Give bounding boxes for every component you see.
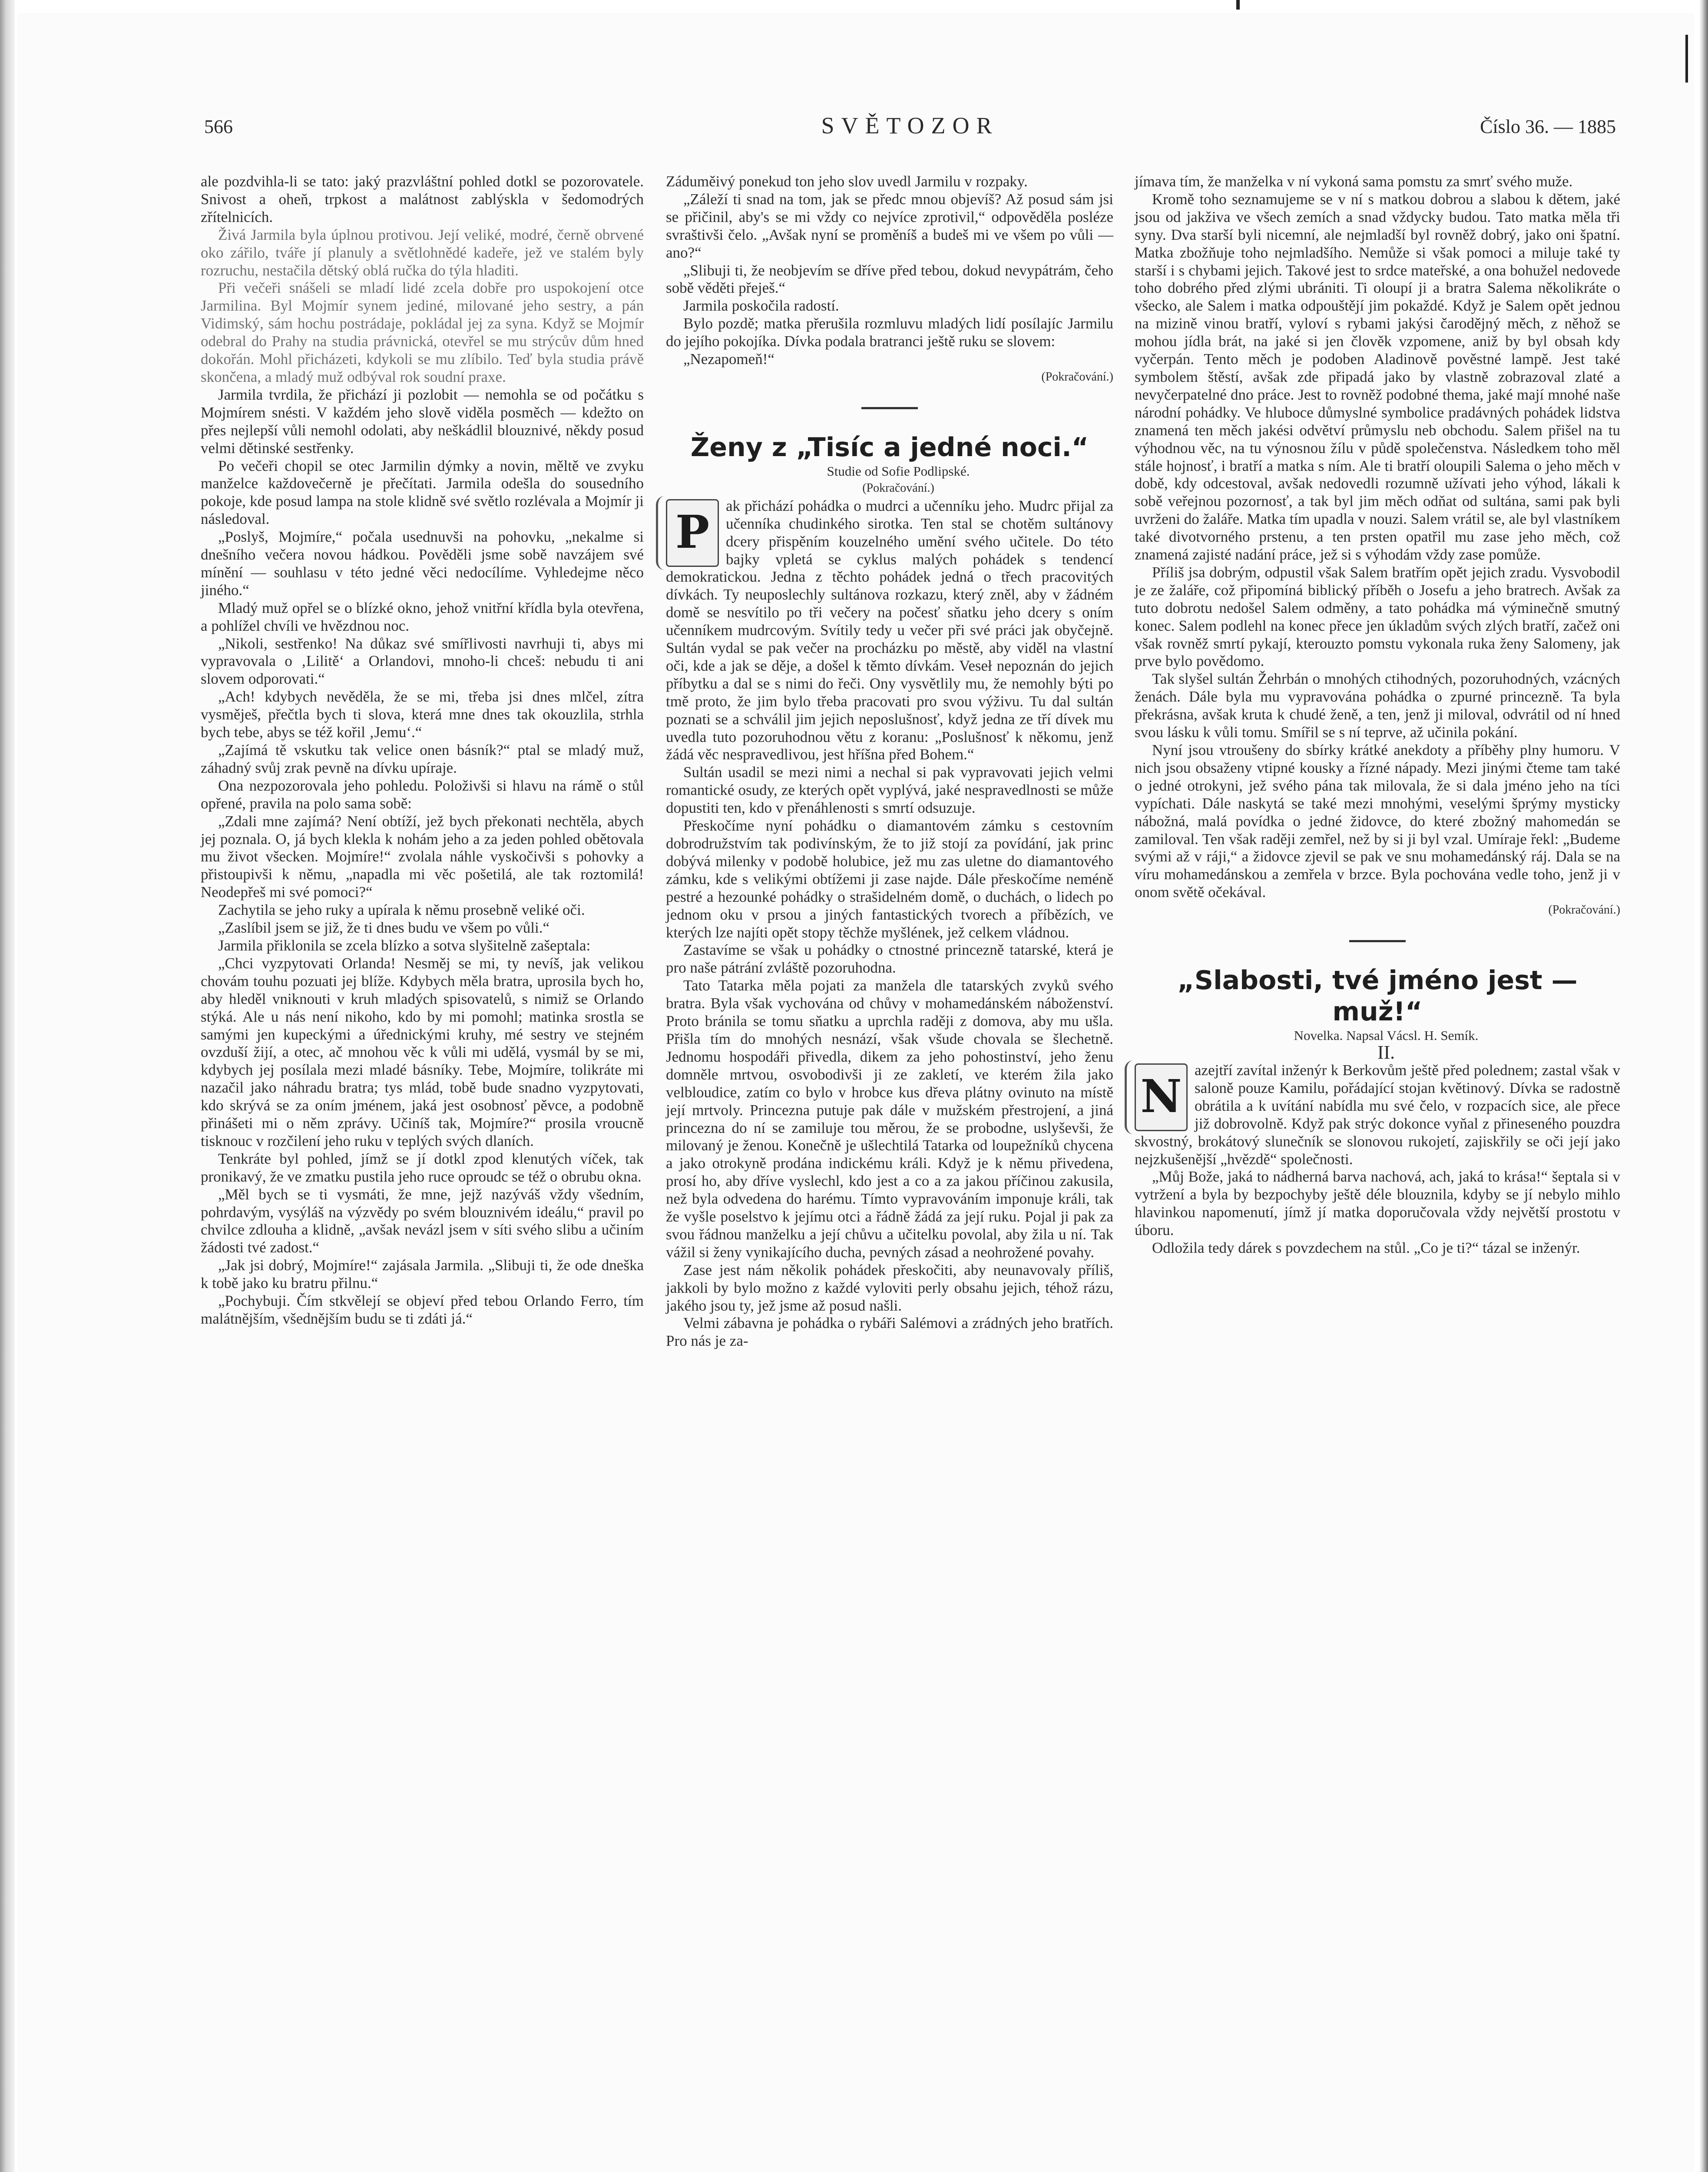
dropcap-letter: P: [675, 505, 710, 559]
scan-mark-top: [1236, 0, 1240, 10]
paragraph: Sultán usadil se mezi nimi a nechal si pak vypravovati jejich velmi romantické osudy, ze kterých opět vyplývá, jaké nespravedlnosti se může dopustiti ten, kdo v přenáhlenosti s smrtí odsuzuje.: [666, 764, 1113, 817]
column-3: [1135, 173, 1620, 1257]
paragraph: Po večeři chopil se otec Jarmilin dýmky a novin, měltě ve zvyku manželce každovečerně je přečítati. Jarmila odešla do sousedního pokoje, kde posud lampa na stole klidně své světlo rozlévala a Mojmír ji následoval.: [201, 457, 644, 528]
scan-edge-left: [0, 0, 15, 2172]
paragraph: Příliš jsa dobrým, odpustil však Salem bratřím opět jejich zradu. Vysvobodil je ze žaláře, což připomíná biblický příběh o Josefu a jeho bratrech. Avšak za tuto dobrotu nedošel Salem odměny, a tato pohádka má výminečně smutný konec. Salem podlehl na konec přece jen úkladům svých zlých bratří, začež oni však rovněž smrtí pykají, kterouzto pomstu vykonala ruka ženy Salomeny, jak prve bylo povědomo.: [1135, 563, 1620, 670]
paragraph: „Chci vyzpytovati Orlanda! Nesměj se mi, ty nevíš, jak velikou chovám touhu pozuati jej blíže. Kdybych měla bratra, uprosila bych ho, aby hleděl vniknouti v kruh mladých spisovatelů, s nimiž se Orlando stýká. Ale u nás není nikoho, kdo by mi pomohl; matinka srostla se samými jen kupeckými a úřednickými kruhy, mé sestry ve stejném ovzduší žijí, a otec, ač mnohou věc k vůli mi udělá, vysmál by se mi, kdybych jej posílala mezi mladé básníky. Tebe, Mojmíre, tolikráte mi nazačil jako náhradu bratra; tys mlád, tobě bude snadno vyzpytovati, kdo skrývá se za oním jménem, jaká jest osobnosť pěvce, a podobně přinášeti mi o něm zprávy. Učiníš tak, Mojmíre?“ prosila vroucně tisknouc v rozčilení jeho ruku v teplých svých dlaních.: [201, 954, 644, 1149]
paragraph: „Záleží ti snad na tom, jak se předc mnou objevíš? Až posud sám jsi se přičinil, aby's se mi vždy co nejvíce zprotivil,“ odpověděla posléze svraštivši čelo. „Avšak nyní se proměníš a budeš mi ve všem po vůli — ano?“: [666, 190, 1113, 261]
continued-note: (Pokračování.): [1548, 903, 1620, 917]
paragraph: „Jak jsi dobrý, Mojmíre!“ zajásala Jarmila. „Slibuji ti, že ode dneška k tobě jako ku bratru přilnu.“: [201, 1257, 644, 1292]
scan-mark-right-top: [1685, 35, 1688, 83]
paragraph: Jarmila tvrdila, že přichází ji pozlobit — nemohla se od počátku s Mojmírem snésti. V každém jeho slově viděla posměch — kdežto on přes nejlepší vůli nemohl odolati, aby neškádlil blouznivé, někdy posud velmi dětinské sestřenky.: [201, 386, 644, 457]
column-1: [201, 173, 644, 1328]
paragraph: „Můj Bože, jaká to nádherná barva nachová, ach, jaká to krása!“ šeptala si v vytržení a byla by bezpochyby ještě déle blouznila, kdyby se jí nebylo mihlo hlavinkou napomenutí, jímž jí matka doporučovala vždy největší prostotu v úboru.: [1135, 1168, 1620, 1239]
paragraph: „Měl bych se ti vysmáti, že mne, jejž nazýváš vždy všedním, pohrdavým, vysýláš na výzvědy po svém blouznivém ideálu,“ pravil po chvilce zdlouha a klidně, „avšak nevázl jsem v síti svého slibu a učiním žádosti tvé zadost.“: [201, 1185, 644, 1256]
page-number: 566: [204, 116, 233, 137]
article-subtitle: Studie od Sofie Podlipské.: [827, 463, 970, 479]
paragraph: Tak slyšel sultán Žehrbán o mnohých ctihodných, pozoruhodných, vzácných ženách. Dále byla mu vypravována pohádka o zpurné princezně. Ta byla překrásna, avšak kruta k chudé ženě, a ten, jenž ji miloval, odvrátil od ní hned svou lásku k vůli tomu. Smířil se s ní teprve, až učinila pokání.: [1135, 670, 1620, 741]
paragraph: „Poslyš, Mojmíre,“ počala usednuvši na pohovku, „nekalme si dnešního večera novou hádkou. Pověděli jsme sobě navzájem své mínění — souhlasu v této jedné věci nedocílíme. Vyhledejme něco jiného.“: [201, 528, 644, 599]
paragraph: Mladý muž opřel se o blízké okno, jehož vnitřní křídla byla otevřena, a pohlížel chvíli ve hvězdnou noc.: [201, 599, 644, 634]
paragraph: Ona nezpozorovala jeho pohledu. Položivši si hlavu na rámě o stůl opřené, pravila na polo sama sobě:: [201, 777, 644, 812]
paragraph: Bylo pozdě; matka přerušila rozmluvu mladých lidí posílajíc Jarmilu do jejího pokojíka. Dívka podala bratranci ještě ruku se slovem:: [666, 315, 1113, 350]
paragraph: azejtří zavítal inženýr k Berkovům ještě před polednem; zastal však v saloně pouze Kamilu, pořádající stojan květinový. Dívka se radostně obrátila a k uvítání nabídla mu své čelo, v rozpacích sice, ale přece již dobrovolně. Když pak strýc dokonce vyňal z přineseného pouzdra skvostný, brokátový slunečník se slonovou rukojetí, zajiskřily se oči její jako nejzkušenější „hvězdě“ společnosti.: [1135, 1061, 1620, 1168]
article-title: „Slabosti, tvé jméno jest — muž!“: [1177, 965, 1578, 1027]
journal-title: SVĚTOZOR: [821, 113, 999, 139]
paragraph: ale pozdvihla-li se tato: jaký prazvláštní pohled dotkl se pozorovatele. Snivost a oheň, trpkost a malátnost zablýskla v šedomodrých zřítelnicích.: [201, 173, 644, 225]
section-divider: [861, 407, 918, 409]
paragraph: „Pochybuji. Čím stkvělejí se objeví před tebou Orlando Ferro, tím malátnějším, všednějším budu se ti zdáti já.“: [201, 1292, 644, 1327]
dropcap-letter: N: [1140, 1069, 1182, 1123]
paragraph: Zachytila se jeho ruky a upírala k němu prosebně veliké oči.: [218, 901, 585, 919]
paragraph: Zastavíme se však u pohádky o ctnostné princezně tatarské, která je pro naše pátrání zvláště pozoruhodna.: [666, 941, 1113, 977]
issue-label: Číslo 36. — 1885: [1480, 116, 1616, 137]
paragraph: Přeskočíme nyní pohádku o diamantovém zámku s cestovním dobrodružstvím tak podivínským, že to již stojí za povídání, jak princ dobývá milenky v podobě holubice, jež mu zas uletne do diamantového zámku, kde s velikými obtížemi ji zase najde. Dále přeskočíme neméně pestré a hezounké pohádky o strašidelném domě, o duchách, o lidech po jednom oku v prsou a jiných fantastických tvorech a příbězích, ve kterých lze najíti opět stopy těchže myšlének, jež celkem vládnou.: [666, 817, 1113, 941]
paragraph: Živá Jarmila byla úplnou protivou. Její veliké, modré, černě obrvené oko zářilo, tváře jí planuly a světlohnědé kadeře, jež ve stalém byly rozruchu, nestačila dětský oblá ručka do týla hladiti.: [201, 226, 644, 279]
paragraph: Tenkráte byl pohled, jímž se jí dotkl zpod klenutých víček, tak pronikavý, že ve zmatku pustila jeho ruce oproudc se též o obrubu okna.: [201, 1150, 644, 1185]
paragraph: Zase jest nám několik pohádek přeskočiti, aby neunavovaly příliš, jakkoli by bylo možno z každé vyloviti perly obsahu jejich, téhož rázu, jakého jsou ty, jež jsme až posud našli.: [666, 1261, 1113, 1314]
section-divider: [1349, 940, 1406, 942]
page-header: [204, 112, 1616, 142]
paragraph: „Nezapomeň!“: [683, 351, 775, 368]
paragraph: „Slibuji ti, že neobjevím se dříve před tebou, dokud nevypátrám, čeho sobě věděti přeješ.“: [666, 262, 1113, 297]
article-title: Ženy z „Tisíc a jedné noci.“: [690, 432, 1089, 463]
paragraph: Kromě toho seznamujeme se v ní s matkou dobrou a slabou k dětem, jaké jsou od jakživa ve všech zemích a snad vždycky budou. Tato matka měla tři syny. Dva starší byli nicemní, ale nejmladší byl rovněž dobrý, jako oni špatní. Matka zbožňuje toho nejmladšího. Nemůže si však pomoci a miluje také ty starší i s chybami jejich. Takové jest to srdce mateřské, a ona bohužel nedovede toho dobrého před zlými ubrániti. Ti oloupí ji a bratra Salema několikráte o všecko, ale Salem i matka odpouštějí jim pokaždé. Když je Salem opět jednou na mizině vinou bratří, vyloví s rybami jakýsi čarodějný měch, z něhož se mohou jídla brát, na jaké si jen člověk vzpomene, aniž by byl obsah kdy vyčerpán. Tento měch je podoben Aladinově pověstné lampě. Jest také symbolem štěstí, avšak zde připadá jako by vlastně zobrazoval zlaté a nevyčerpatelné dno práce. Jest to rovněž podobné thema, jaké mají mnohé naše národní pohádky. Ve hluboce důmyslné symbolice pradávných pohádek lidstva znamená ten měch jakési odvětví průmyslu neb obchodu. Salem přišel na tu výhodnou věc, na tu výnosnou žílu v půdě společenstva. Následkem toho měl stále hojnosť, i bratří a matka s ním. Ale ti bratří oloupili Salema o jeho měch v době, kdy odcestoval, avšak nedovedli rozumně užívati jeho výhod, lákali k sobě veřejnou pozornosť, a tak byl jim měch odňat od sultána, sami pak byli uvrženi do žaláře. Matka tím upadla v nouzi. Salem vrátil se, ale byl vlastníkem také divotvorného prstenu, a ten prsten opatřil mu zase jeho měch, což znamená zajisté nadání práce, jež si s výhodám vždy zase pomůže.: [1135, 190, 1620, 563]
continued-note: (Pokračování.): [1041, 370, 1113, 384]
paragraph: „Zdali mne zajímá? Není obtíží, jež bych překonati nechtěla, abych jej poznala. O, já bych klekla k nohám jeho a za jeden pohled obětovala mu život všecken. Mojmíre!“ zvolala náhle vyskočivši s pohovky a přistoupivši k němu, „napadla mi věc pošetilá, ale tak roztomilá! Neodepřeš mi své pomoci?“: [201, 812, 644, 901]
paragraph: ak přichází pohádka o mudrci a učenníku jeho. Mudrc přijal za učenníka chudinkého sirotka. Ten stal se chotěm sultánovy dcery přispěním kouzelného umění svého učitele. Do této bajky vpletá se cyklus malých pohádek s tendencí demokratickou. Jedna z těchto pohádek jedná o třech pracovitých dívkách. Ty neuposlechly sultánova rozkazu, který zněl, aby v žádném domě se nesvítilo po tři večery na počesť sňatku jeho dcery s oním učenníkem mudrcovým. Svítily tedy u večer při své práci jak obyčejně. Sultán vydal se pak večer na procházku po městě, aby viděl na vlastní oči, kde a jak se děje, a došel k těmto dívkám. Veseł nepoznán do jejich příbytku a dal se s nimi do řeči. Ony vysvětlily mu, že nemohly býti po tmě proto, že jim bylo třeba pracovati pro svou výživu. Tu dal sultán poznati se a schválil jim jejich neposlušnosť, když jedna ze tří dívek mu uvedla tuto pozoruhodnou větu z koranu: „Poslušnosť k někomu, jenž žádá věc nespravedlivou, jest hříšna před Bohem.“: [666, 497, 1113, 763]
paragraph: Při večeři snášeli se mladí lidé zcela dobře pro uspokojení otce Jarmilina. Byl Mojmír synem jediné, milované jeho sestry, a pán Vidimský, sám hochu postrádaje, pokládal jej za syna. Když se Mojmír odebral do Prahy na studia právnická, otevřel se mu strýcův dům hned dokořán. Mohl přicházeti, kdykoli se mu zlíbilo. Teď byla studia právě skončena, a mladý muž odbýval rok soudní praxe.: [201, 279, 644, 385]
dropcap-ornament: [1135, 1063, 1188, 1131]
paragraph: Nyní jsou vtroušeny do sbírky krátké anekdoty a příběhy plny humoru. V nich jsou obsaženy vtipné kousky a řízné nápady. Mezi jinými čteme tam také o jedné otrokyni, jež svého pána tak milovala, že si dala jméno jeho na tíci vypíchati. Dále naskytá se také mezi mnohými, veselými šprýmy mysticky nábožná, malá povídka o jedné židovce, do které zbožný mahomedán se zamiloval. Ten však raději zemřel, než by si ji byl vzal. Umíraje řekl: „Budeme svými až v ráji,“ a židovce zjevil se pak ve snu mohamedánský ráj. Dala se na víru mohamedánskou a zemřela v brzce. Byla pochována vedle toho, jenž ji v onom světě očekával.: [1135, 742, 1620, 901]
paragraph: „Ach! kdybych nevěděla, že se mi, třeba jsi dnes mlčel, zítra vysměješ, přečtla bych ti slova, která mne dnes tak okouzlila, strhla bych tebe, abys se též kořil ‚Jemu‘.“: [201, 688, 644, 741]
paragraph: Tato Tatarka měla pojati za manžela dle tatarských zvyků svého bratra. Byla však vychována od chůvy v mohamedánském náboženství. Proto bránila se tomu sňatku a uprchla raději z domova, aby mu ušla. Přišla tím do mnohých nesnází, však všude chovala se šlechetně. Jednomu hospodáři přivedla, dikem za jeho pohostinství, jeho ženu domněle mrtvou, osvobodivši ji ze zakletí, ve kterém žila jako velbloudice, zatím co bylo v hrobce kus dřeva plátny ovinuto na místě její mrtvoly. Princezna putuje pak dále v mužském přestrojení, a jiná princezna do ní se zamiluje tou měrou, že se probodne, uslyševši, že milovaný je ženou. Konečně je ušlechtilá Tatarka od loupežníků chycena a jako otrokyně prodána indickému králi. Když je k němu přivedena, prosí ho, aby dříve vyslechl, kdo jest a co a za jakou příčinou zakusila, než byla odvedena do harému. Tímto vypravováním imponuje králi, tak že vyšle poselstvo k jejímu otci a řádně žádá za její ruku. Pojal ji pak za svou řádnou manželku a její chůvu a učitelku povolal, aby žila u ní. Tak vážil si ženy vynikajícího ducha, pevných zásad a neohrožené povahy.: [666, 977, 1113, 1261]
scan-edge-right: [1699, 0, 1708, 2172]
article-subtitle: Novelka. Napsal Vácsl. H. Semík.: [1294, 1028, 1479, 1043]
paragraph: „Zajímá tě vskutku tak velice onen básník?“ ptal se mladý muž, záhadný svůj zrak pevně na dívku upíraje.: [201, 742, 644, 776]
paragraph: Velmi zábavna je pohádka o rybáři Salémovi a zrádných jeho bratřích. Pro nás je za-: [666, 1314, 1113, 1350]
paragraph: Odložila tedy dárek s povzdechem na stůl. „Co je ti?“ tázal se inženýr.: [1152, 1239, 1580, 1257]
paragraph: jímava tím, že manželka v ní vykoná sama pomstu za smrť svého muže.: [1135, 173, 1573, 190]
column-2: [666, 173, 1113, 1350]
paragraph: „Nikoli, sestřenko! Na důkaz své smířlivosti navrhuji ti, abys mi vypravovala o ‚Lilitě‘ a Orlandovi, mnoho-li chceš: nebudu ti ani slovem odporovati.“: [201, 635, 644, 688]
paragraph: Jarmila přiklonila se zcela blízko a sotva slyšitelně zašeptala:: [218, 937, 591, 954]
paragraph: „Zaslíbil jsem se již, že ti dnes budu ve všem po vůli.“: [218, 919, 550, 937]
paragraph: Jarmila poskočila radostí.: [683, 297, 839, 315]
chapter-number: II.: [1377, 1042, 1395, 1063]
dropcap-ornament: [666, 499, 719, 567]
paragraph: Záduměivý ponekud ton jeho slov uvedl Jarmilu v rozpaky.: [666, 173, 1028, 190]
article-note: (Pokračování.): [862, 481, 934, 495]
